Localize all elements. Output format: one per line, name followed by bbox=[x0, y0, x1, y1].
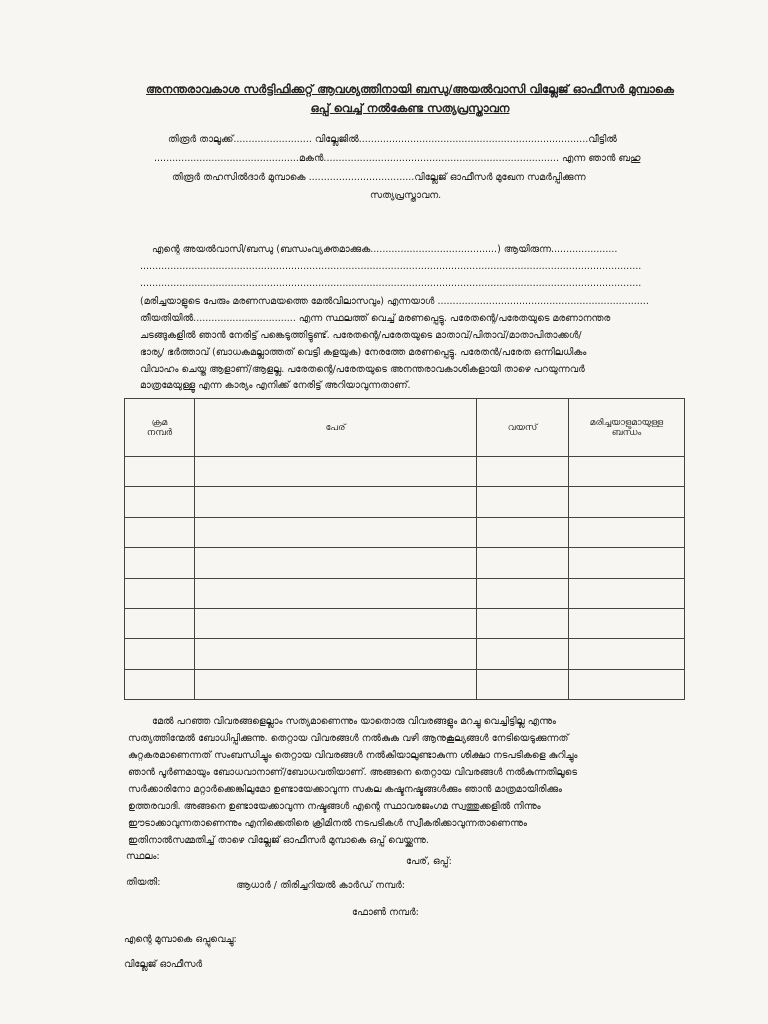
table-cell[interactable] bbox=[125, 487, 195, 517]
table-cell[interactable] bbox=[569, 487, 685, 517]
serial-number-header bbox=[125, 399, 195, 457]
serial-header-line-2: നമ്പർ bbox=[146, 427, 173, 438]
table-row bbox=[125, 457, 685, 487]
table-cell[interactable] bbox=[195, 487, 477, 517]
table-cell[interactable] bbox=[477, 517, 569, 547]
table-cell[interactable] bbox=[195, 608, 477, 638]
decl-line-3: ...................................................................................................................................................................... bbox=[140, 278, 642, 289]
table-cell[interactable] bbox=[569, 639, 685, 669]
table-cell[interactable] bbox=[477, 669, 569, 699]
affirm-line-7: ഈടാക്കാവുന്നതാണെന്നും എനിക്കെതിരെ ക്രിമിനൽ നടപടികൾ സ്വീകരിക്കാവുന്നതാണെന്നും bbox=[128, 818, 527, 829]
table-cell[interactable] bbox=[195, 548, 477, 578]
table-row bbox=[125, 608, 685, 638]
decl-line-2: ...................................................................................................................................................................... bbox=[140, 261, 642, 272]
aadhaar-label: ആധാർ / തിരിച്ചറിയൽ കാർഡ് നമ്പർ: bbox=[236, 880, 406, 891]
table-cell[interactable] bbox=[125, 457, 195, 487]
place-label: സ്ഥലം: bbox=[126, 851, 160, 862]
signed-before-label: എന്റെ മുമ്പാകെ ഒപ്പുവെച്ചു: bbox=[124, 934, 237, 945]
table-row bbox=[125, 548, 685, 578]
table-cell[interactable] bbox=[569, 608, 685, 638]
name-header: പേര് bbox=[195, 399, 477, 457]
village-officer-label: വില്ലേജ് ഓഫീസർ bbox=[124, 959, 203, 970]
table-cell[interactable] bbox=[477, 487, 569, 517]
table-cell[interactable] bbox=[125, 548, 195, 578]
table-cell[interactable] bbox=[477, 639, 569, 669]
affirm-line-8: ഇതിനാൽസമ്മതിച്ച് താഴെ വില്ലേജ് ഓഫീസർ മുമ്പാകെ ഒപ്പ് വെയ്ക്കുന്നു. bbox=[128, 835, 429, 846]
table-header-row bbox=[125, 399, 685, 457]
table-cell[interactable] bbox=[477, 578, 569, 608]
table-cell[interactable] bbox=[477, 457, 569, 487]
table-cell[interactable] bbox=[125, 639, 195, 669]
serial-header-line-1: ക്രമ bbox=[151, 417, 168, 428]
affirm-line-5: സർക്കാരിനോ മറ്റാർക്കെങ്കിലുമോ ഉണ്ടായേക്കാവുന്ന സകല കഷ്ടനഷ്ടങ്ങൾക്കും ഞാൻ മാത്രമായിരിക്കും bbox=[128, 784, 563, 795]
age-header: വയസ് bbox=[477, 399, 569, 457]
decl-line-4: (മരിച്ചയാളുടെ പേരും മരണസമയത്തെ മേൽവിലാസവും) എന്നയാൾ ...................................................................... bbox=[140, 296, 649, 307]
table-row bbox=[125, 487, 685, 517]
decl-line-5: തീയതിയിൽ.................................. എന്ന സ്ഥലത്ത് വെച്ച് മരണപ്പെട്ടു. പരേതന്റെ/പരേതയുടെ മരണാനന്തര bbox=[140, 313, 611, 324]
phone-label: ഫോൺ നമ്പർ: bbox=[352, 907, 419, 918]
title-line-2: ഒപ്പ് വെച്ച് നൽകേണ്ട സത്യപ്രസ്താവന bbox=[310, 101, 510, 115]
table-cell[interactable] bbox=[125, 669, 195, 699]
document-title bbox=[130, 80, 690, 118]
table-cell[interactable] bbox=[569, 578, 685, 608]
table-cell[interactable] bbox=[195, 517, 477, 547]
table-row bbox=[125, 578, 685, 608]
table-cell[interactable] bbox=[195, 639, 477, 669]
decl-line-9: മാത്രമേയുള്ളൂ എന്ന കാര്യം എനിക്ക് നേരിട്ട് അറിയാവുന്നതാണ്. bbox=[140, 380, 411, 391]
intro-line-3: തിരൂർ തഹസിൽദാർ മുമ്പാകെ ...................................വില്ലേജ് ഓഫീസർ മുഖേന സമർപ്പിക്കുന്ന bbox=[172, 172, 586, 183]
relation-header-line-2: ബന്ധം bbox=[611, 427, 642, 438]
relation-header-line-1: മരിച്ചയാളുമായുള്ള bbox=[589, 417, 664, 428]
relation-header bbox=[569, 399, 685, 457]
affirm-line-6: ഉത്തരവാദി. അങ്ങനെ ഉണ്ടായേക്കാവുന്ന നഷ്ടങ്ങൾ എന്റെ സ്ഥാവരജംഗമ സ്വത്തുക്കളിൽ നിന്നും bbox=[128, 801, 541, 812]
decl-line-7: ഭാര്യ/ ഭർത്താവ് (ബാധകമല്ലാത്തത് വെട്ടി കളയുക) നേരത്തേ മരണപ്പെട്ടു. പരേതൻ/പരേത ഒന്നിലധികം bbox=[140, 347, 587, 358]
table-row bbox=[125, 517, 685, 547]
intro-line-2: ................................................മകൻ.............................................................................. എന്ന ഞാൻ ബഹു bbox=[154, 153, 641, 164]
table-cell[interactable] bbox=[195, 578, 477, 608]
intro-line-4: സത്യപ്രസ്താവന. bbox=[370, 190, 442, 201]
table-row bbox=[125, 639, 685, 669]
decl-line-6: ചടങ്ങുകളിൽ ഞാൻ നേരിട്ട് പങ്കെടുത്തിട്ടുണ്ട്. പരേതന്റെ/പരേതയുടെ മാതാവ്/പിതാവ്/മാതാപിതാക്കൾ/ bbox=[140, 330, 582, 341]
date-label: തിയതി: bbox=[126, 877, 161, 888]
heirs-table bbox=[124, 398, 685, 700]
decl-line-1: എന്റെ അയൽവാസി/ബന്ധു (ബന്ധംവ്യക്തമാക്കുക..........................................) ആയിരുന്ന...................... bbox=[152, 244, 618, 255]
title-line-1: അനന്തരാവകാശ സർട്ടിഫിക്കറ്റ് ആവശ്യത്തിനായി ബന്ധു/അയൽവാസി വില്ലേജ് ഓഫീസർ മുമ്പാകെ bbox=[146, 82, 674, 96]
table-cell[interactable] bbox=[195, 669, 477, 699]
table-row bbox=[125, 669, 685, 699]
table-cell[interactable] bbox=[125, 517, 195, 547]
table-cell[interactable] bbox=[125, 608, 195, 638]
table-cell[interactable] bbox=[195, 457, 477, 487]
table-cell[interactable] bbox=[477, 608, 569, 638]
affirm-line-1: മേൽ പറഞ്ഞ വിവരങ്ങളെല്ലാം സത്യമാണെന്നും യാതൊരു വിവരങ്ങളും മറച്ചു വെച്ചിട്ടില്ല എന്നും bbox=[152, 716, 557, 727]
decl-line-8: വിവാഹം ചെയ്ത ആളാണ്/ആളല്ല. പരേതന്റെ/പരേതയുടെ അനന്തരാവകാശികളായി താഴെ പറയുന്നവർ bbox=[140, 364, 585, 375]
affirm-line-4: ഞാൻ പൂർണമായും ബോധവാനാണ്/ബോധവതിയാണ്. അങ്ങനെ തെറ്റായ വിവരങ്ങൾ നൽകുന്നതിലൂടെ bbox=[128, 767, 578, 778]
table-cell[interactable] bbox=[569, 457, 685, 487]
affirm-line-3: കുറ്റകരമാണെന്നത് സംബന്ധിച്ചും തെറ്റായ വിവരങ്ങൾ നൽകിയാലുണ്ടാകുന്ന ശിക്ഷാ നടപടികളെ കുറിച്ചും bbox=[128, 750, 578, 761]
affirm-line-2: സത്യത്തിന്മേൽ ബോധിപ്പിക്കുന്നു. തെറ്റായ വിവരങ്ങൾ നൽകുക വഴി ആനുകൂല്യങ്ങൾ നേടിയെടുക്കുന്നത് bbox=[128, 733, 569, 744]
intro-line-1: തിരൂർ താലൂക്ക്.......................... വില്ലേജിൽ............................................................................വീട്ടിൽ bbox=[168, 134, 617, 145]
name-sign-label: പേര്, ഒപ്പ്: bbox=[406, 856, 452, 867]
table-cell[interactable] bbox=[477, 548, 569, 578]
table-cell[interactable] bbox=[569, 669, 685, 699]
table-cell[interactable] bbox=[125, 578, 195, 608]
table-cell[interactable] bbox=[569, 548, 685, 578]
table-cell[interactable] bbox=[569, 517, 685, 547]
